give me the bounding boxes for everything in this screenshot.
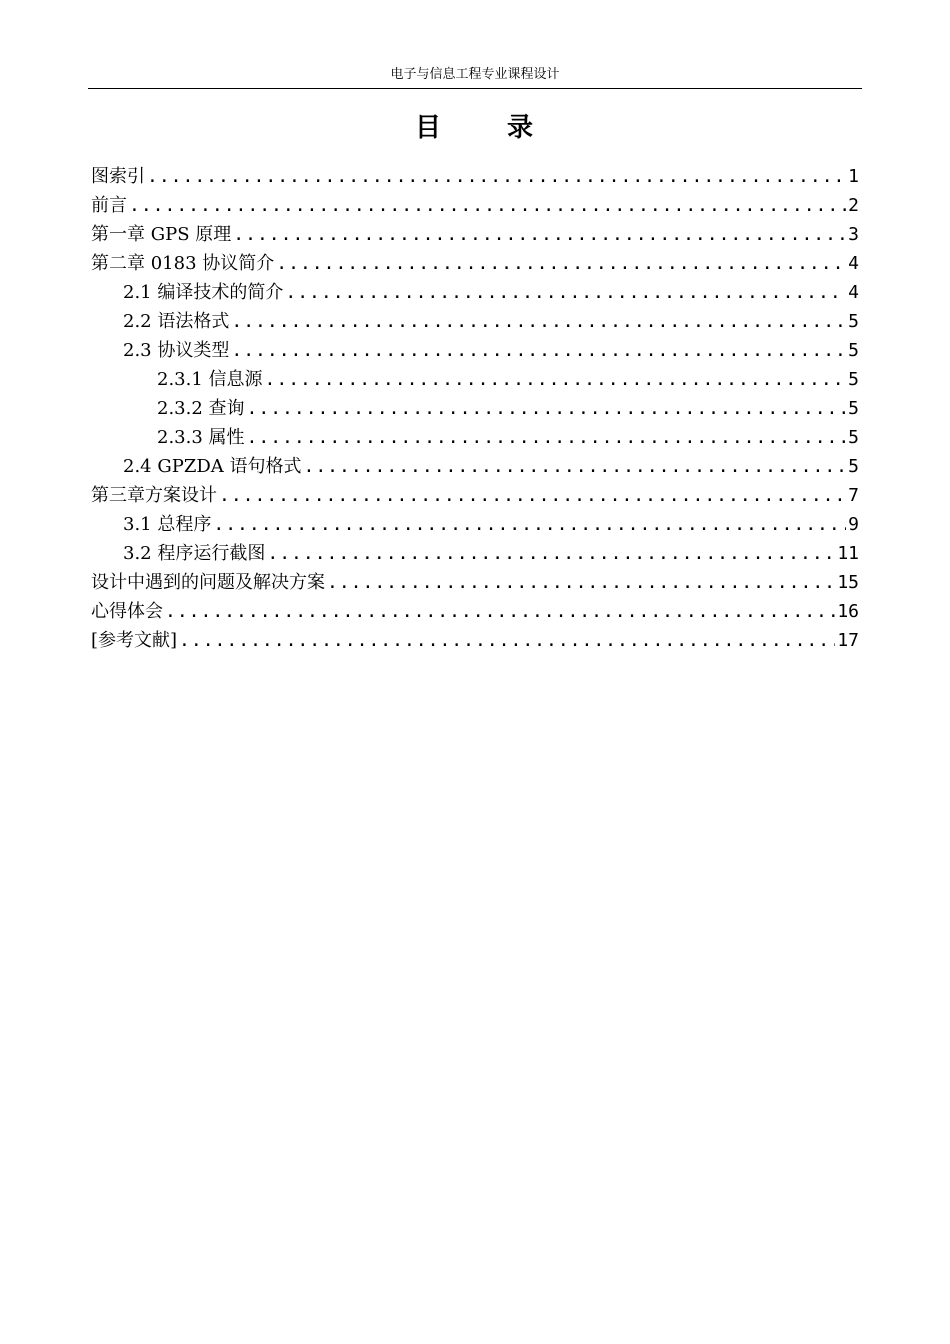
toc-entry-label: 第三章方案设计 bbox=[91, 485, 217, 506]
toc-entry[interactable] bbox=[91, 626, 859, 655]
toc-dot-leader bbox=[179, 626, 835, 655]
toc-dot-leader bbox=[327, 568, 835, 597]
toc-entry[interactable] bbox=[91, 423, 859, 452]
toc-entry[interactable] bbox=[91, 278, 859, 307]
toc-dot-leader bbox=[147, 162, 846, 191]
toc-entry-label: 2.3.3 属性 bbox=[157, 427, 245, 448]
table-of-contents bbox=[91, 162, 859, 655]
toc-entry-page: 5 bbox=[848, 456, 859, 477]
toc-entry-label: [参考文献] bbox=[91, 630, 178, 651]
toc-entry[interactable] bbox=[91, 568, 859, 597]
toc-entry[interactable] bbox=[91, 510, 859, 539]
toc-entry-page: 5 bbox=[848, 369, 859, 390]
toc-entry-page: 2 bbox=[848, 195, 859, 216]
toc-dot-leader bbox=[267, 539, 835, 568]
toc-dot-leader bbox=[247, 394, 847, 423]
toc-entry-label: 心得体会 bbox=[91, 601, 163, 622]
toc-entry-page: 9 bbox=[848, 514, 859, 535]
toc-dot-leader bbox=[231, 336, 846, 365]
toc-dot-leader bbox=[285, 278, 846, 307]
toc-entry[interactable] bbox=[91, 249, 859, 278]
toc-entry-label: 第二章 0183 协议简介 bbox=[91, 253, 275, 274]
toc-dot-leader bbox=[129, 191, 846, 220]
toc-dot-leader bbox=[219, 481, 846, 510]
toc-entry-label: 图索引 bbox=[91, 166, 145, 187]
toc-entry-page: 5 bbox=[848, 427, 859, 448]
toc-dot-leader bbox=[265, 365, 847, 394]
toc-entry-page: 4 bbox=[848, 282, 859, 303]
toc-entry-page: 5 bbox=[848, 311, 859, 332]
toc-dot-leader bbox=[213, 510, 846, 539]
toc-entry-label: 第一章 GPS 原理 bbox=[91, 224, 232, 245]
toc-entry[interactable] bbox=[91, 597, 859, 626]
toc-entry-page: 7 bbox=[848, 485, 859, 506]
toc-dot-leader bbox=[165, 597, 835, 626]
toc-entry-page: 15 bbox=[837, 572, 859, 593]
toc-dot-leader bbox=[276, 249, 846, 278]
toc-entry-label: 2.3.1 信息源 bbox=[157, 369, 263, 390]
toc-entry[interactable] bbox=[91, 191, 859, 220]
toc-entry-label: 3.2 程序运行截图 bbox=[123, 543, 266, 564]
toc-entry-page: 3 bbox=[848, 224, 859, 245]
toc-entry-page: 17 bbox=[837, 630, 859, 651]
toc-entry-page: 5 bbox=[848, 340, 859, 361]
toc-entry-page: 11 bbox=[837, 543, 859, 564]
title-part-2: 录 bbox=[507, 113, 536, 143]
toc-entry[interactable] bbox=[91, 162, 859, 191]
toc-entry-page: 16 bbox=[837, 601, 859, 622]
header-text: 电子与信息工程专业课程设计 bbox=[390, 67, 560, 82]
toc-entry-label: 2.4 GPZDA 语句格式 bbox=[123, 456, 302, 477]
toc-entry[interactable] bbox=[91, 307, 859, 336]
toc-entry-label: 2.3.2 查询 bbox=[157, 398, 245, 419]
toc-entry[interactable] bbox=[91, 539, 859, 568]
toc-dot-leader bbox=[304, 452, 847, 481]
toc-entry[interactable] bbox=[91, 365, 859, 394]
toc-entry-label: 3.1 总程序 bbox=[123, 514, 212, 535]
title-part-1: 目 bbox=[414, 113, 443, 143]
toc-entry-label: 设计中遇到的问题及解决方案 bbox=[91, 572, 325, 593]
toc-entry[interactable] bbox=[91, 452, 859, 481]
toc-dot-leader bbox=[231, 307, 846, 336]
toc-entry-label: 2.1 编译技术的简介 bbox=[123, 282, 284, 303]
toc-entry-label: 前言 bbox=[91, 195, 127, 216]
toc-entry-page: 4 bbox=[848, 253, 859, 274]
toc-entry[interactable] bbox=[91, 336, 859, 365]
toc-dot-leader bbox=[247, 423, 847, 452]
toc-entry[interactable] bbox=[91, 394, 859, 423]
toc-entry-page: 5 bbox=[848, 398, 859, 419]
toc-entry-label: 2.3 协议类型 bbox=[123, 340, 230, 361]
page-title bbox=[0, 110, 950, 146]
toc-entry-label: 2.2 语法格式 bbox=[123, 311, 230, 332]
page-header bbox=[88, 64, 862, 89]
toc-entry-page: 1 bbox=[848, 166, 859, 187]
toc-dot-leader bbox=[233, 220, 846, 249]
toc-entry[interactable] bbox=[91, 481, 859, 510]
toc-entry[interactable] bbox=[91, 220, 859, 249]
